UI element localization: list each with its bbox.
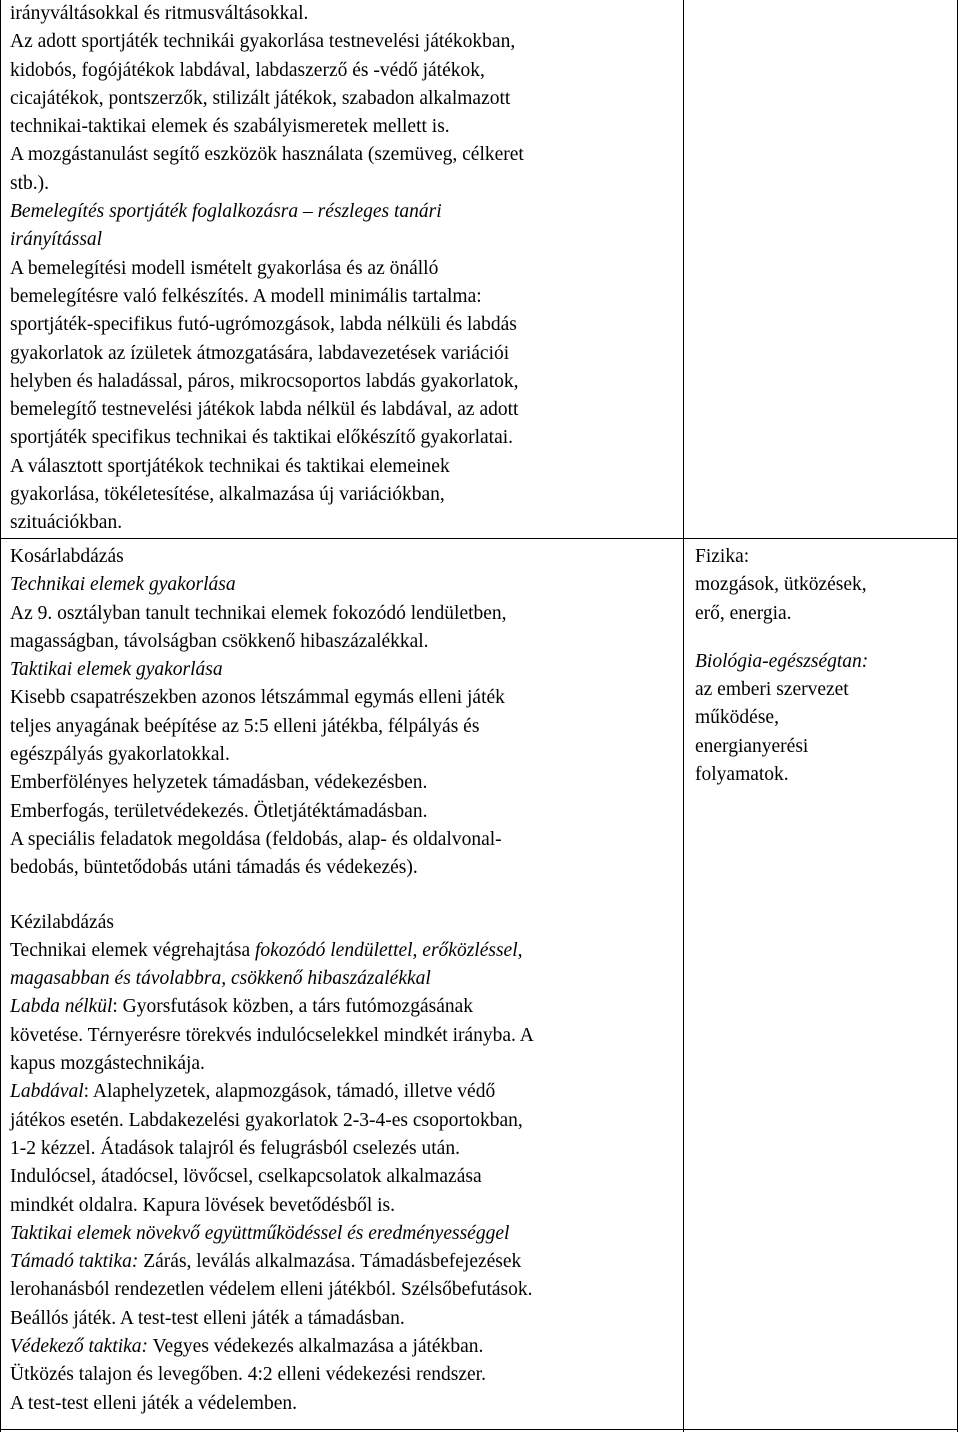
text-line: magasságban, távolságban csökkenő hibaszázalékkal.: [10, 630, 429, 652]
text-line: követése. Térnyerésre törekvés indulócselekkel mindkét irányba. A: [10, 1024, 534, 1046]
text-line: 1-2 kézzel. Átadások talajról és felugrásból cselezés után.: [10, 1137, 460, 1159]
text-line: erő, energia.: [695, 602, 792, 624]
text-line: Az adott sportjáték technikái gyakorlása testnevelési játékokban,: [10, 31, 516, 53]
text-line: kapus mozgástechnikája.: [10, 1053, 205, 1075]
warmup-heading: irányítással: [10, 229, 103, 251]
text-line: sportjáték specifikus technikai és taktikai előkészítő gyakorlatai.: [10, 427, 514, 449]
paragraph-gap: [695, 628, 953, 648]
text-line: A speciális feladatok megoldása (feldobás, alap- és oldalvonal-: [10, 828, 502, 850]
text-line: gyakorlása, tökéletesítése, alkalmazása új variációkban,: [10, 484, 445, 506]
text-line: A választott sportjátékok technikai és taktikai elemeinek: [10, 455, 450, 477]
text-line: az emberi szervezet: [695, 679, 849, 701]
basketball-title: Kosárlabdázás: [10, 546, 124, 567]
text-line: energianyerési: [695, 735, 809, 757]
text-line: mindkét oldalra. Kapura lövések bevetődésből is.: [10, 1194, 396, 1216]
text-run: : Gyorsfutások közben, a társ futómozgásának: [112, 996, 474, 1018]
text-line: bedobás, büntetődobás utáni támadás és védekezés).: [10, 857, 418, 879]
text-line: folyamatok.: [695, 764, 789, 786]
text-line: cicajátékok, pontszerzők, stilizált játékok, szabadon alkalmazott: [10, 87, 511, 109]
text-line: teljes anyagának beépítése az 5:5 elleni játékba, félpályás és: [10, 715, 480, 737]
handball-title: Kézilabdázás: [10, 911, 114, 933]
warmup-heading: Bemelegítés sportjáték foglalkozásra – részleges tanári: [10, 201, 442, 223]
text-line: stb.).: [10, 172, 49, 194]
text-line: egészpályás gyakorlatokkal.: [10, 744, 230, 766]
text-line: A mozgástanulást segítő eszközök használata (szemüveg, célkeret: [10, 144, 524, 166]
text-run: Vegyes védekezés alkalmazása a játékban.: [148, 1336, 484, 1358]
basketball-tact-heading: Taktikai elemek gyakorlása: [10, 659, 223, 681]
defense-label: Védekező taktika:: [10, 1336, 149, 1358]
table-column-divider: [683, 0, 684, 1432]
text-line: A test-test elleni játék a védelemben.: [10, 1392, 297, 1414]
text-run: : Alaphelyzetek, alapmozgások, támadó, illetve védő: [83, 1081, 496, 1103]
text-line: [10, 993, 680, 1021]
text-line: játékos esetén. Labdakezelési gyakorlatok 2-3-4-es csoportokban,: [10, 1109, 523, 1131]
basketball-tech-heading: Technikai elemek gyakorlása: [10, 574, 236, 596]
text-line: Emberfogás, területvédekezés. Ötletjátéktámadásban.: [10, 800, 428, 822]
text-line: kidobós, fogójátékok labdával, labdaszerző és -védő játékok,: [10, 59, 485, 81]
text-line: irányváltásokkal és ritmusváltásokkal.: [10, 3, 309, 24]
text-line: lerohanásból rendezetlen védelem elleni játékból. Szélsőbefutások.: [10, 1279, 533, 1301]
with-ball-label: Labdával: [10, 1081, 84, 1103]
text-line: Indulócsel, átadócsel, lövőcsel, cselkapcsolatok alkalmazása: [10, 1166, 482, 1188]
text-line: Beállós játék. A test-test elleni játék a támadásban.: [10, 1307, 405, 1329]
attack-label: Támadó taktika:: [10, 1251, 139, 1273]
text-line: magasabban és távolabbra, csökkenő hibaszázalékkal: [10, 968, 431, 990]
text-line: mozgások, ütközések,: [695, 574, 867, 596]
handball-tact-heading: Taktikai elemek növekvő együttműködéssel és eredményességgel: [10, 1222, 510, 1244]
text-line: sportjáték-specifikus futó-ugrómozgások, labda nélküli és labdás: [10, 314, 517, 336]
text-line: bemelegítésre való felkészítés. A modell minimális tartalma:: [10, 285, 482, 307]
left-lower-cell: [10, 543, 680, 1418]
text-line: [10, 1078, 680, 1106]
text-line: [10, 937, 680, 965]
text-line: [10, 1333, 680, 1361]
left-upper-cell: [10, 0, 680, 538]
table-border-bottom: [0, 1429, 958, 1430]
table-border-left: [0, 0, 1, 1432]
table-row-divider: [0, 538, 958, 539]
text-line: Kisebb csapatrészekben azonos létszámmal egymás elleni játék: [10, 687, 505, 709]
text-line: Ütközés talajon és levegőben. 4:2 elleni védekezési rendszer.: [10, 1364, 486, 1386]
no-ball-label: Labda nélkül: [10, 996, 113, 1018]
text-run: Technikai elemek végrehajtása: [10, 939, 255, 961]
right-lower-cell: [695, 543, 953, 789]
text-line: technikai-taktikai elemek és szabályismeretek mellett is.: [10, 116, 450, 138]
text-line: helyben és haladással, páros, mikrocsoportos labdás gyakorlatok,: [10, 370, 519, 392]
text-line: szituációkban.: [10, 512, 123, 534]
text-line: Az 9. osztályban tanult technikai elemek fokozódó lendületben,: [10, 602, 507, 624]
table-border-right: [957, 0, 958, 1432]
text-line: [10, 1248, 680, 1276]
text-run-italic: fokozódó lendülettel, erőközléssel,: [254, 939, 523, 961]
text-line: A bemelegítési modell ismételt gyakorlása és az önálló: [10, 257, 439, 279]
text-run: Zárás, leválás alkalmazása. Támadásbefejezések: [138, 1251, 522, 1273]
text-line: bemelegítő testnevelési játékok labda nélkül és labdával, az adott: [10, 399, 519, 421]
text-line: gyakorlatok az ízületek átmozgatására, labdavezetések variációi: [10, 342, 510, 364]
text-line: Emberfölényes helyzetek támadásban, védekezésben.: [10, 772, 428, 794]
physics-title: Fizika:: [695, 546, 750, 567]
text-line: működése,: [695, 707, 779, 729]
paragraph-gap: [10, 883, 680, 909]
biology-title: Biológia-egészségtan:: [695, 650, 869, 672]
